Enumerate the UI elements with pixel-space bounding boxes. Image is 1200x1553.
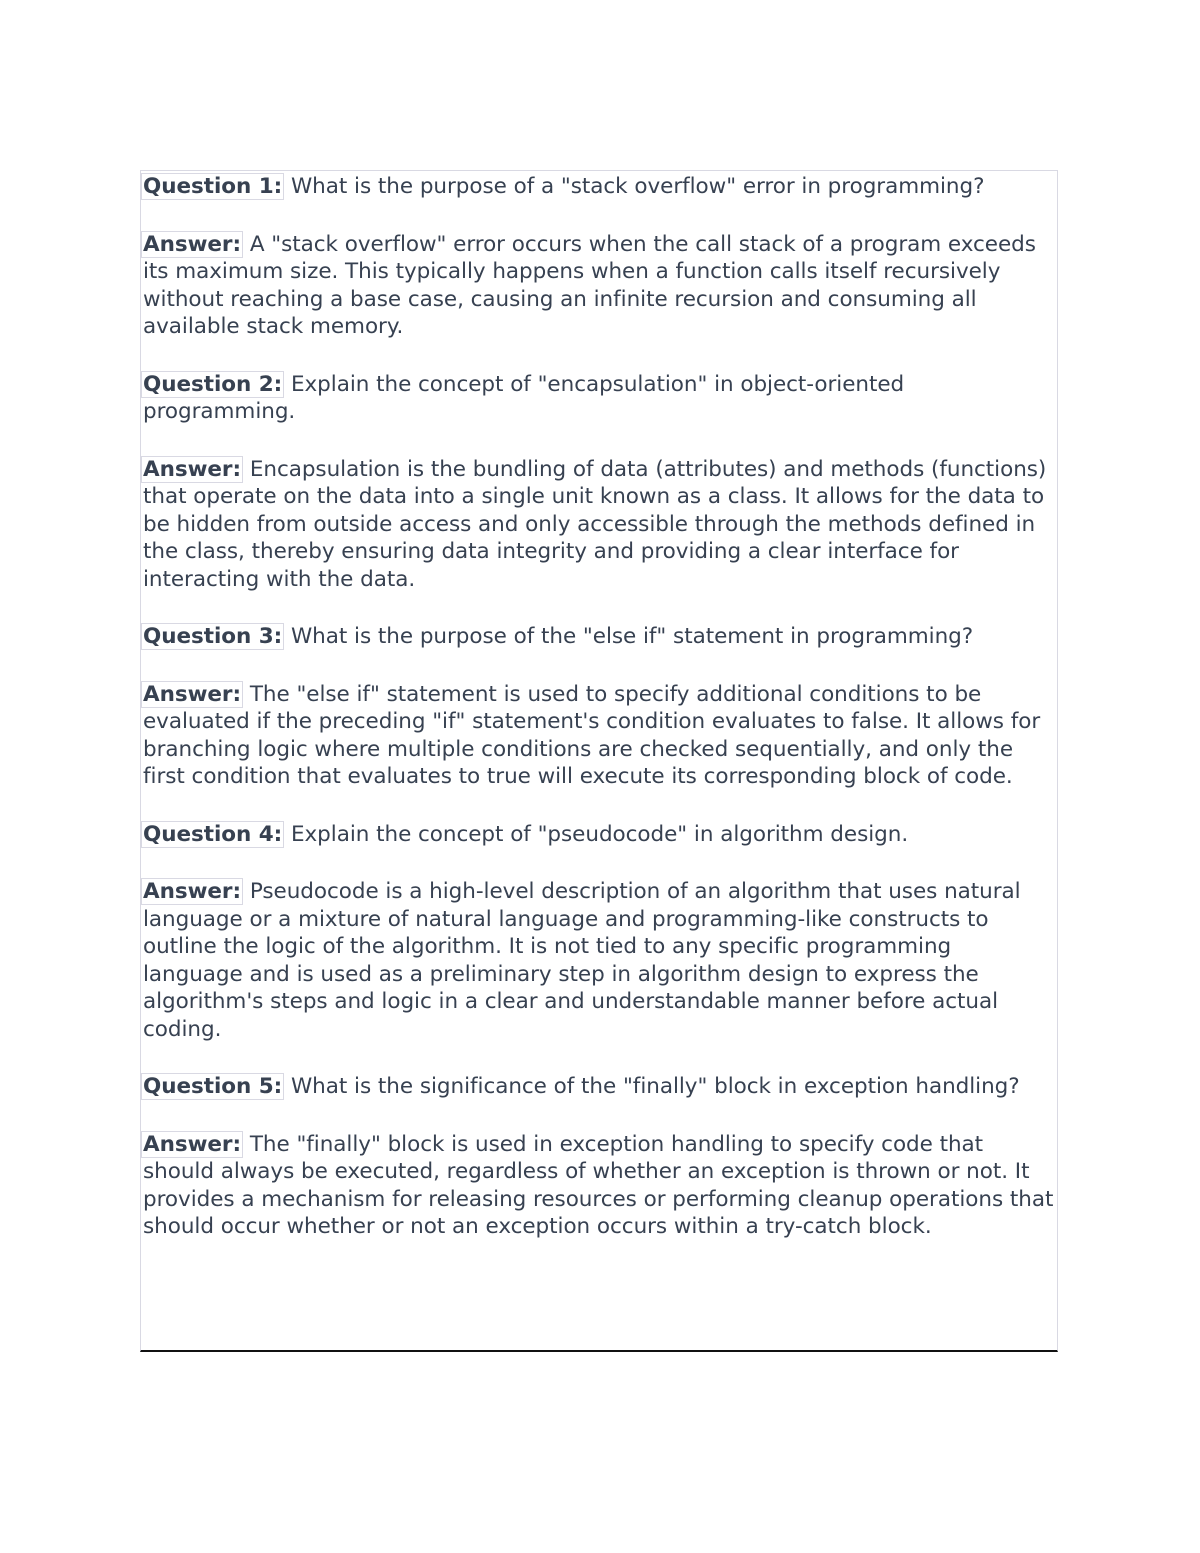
question-3 <box>143 623 1057 651</box>
answer-5 <box>143 1131 1061 1241</box>
qa-document <box>140 170 1061 1352</box>
question-label: Question 3: <box>143 624 283 649</box>
question-1 <box>143 173 1057 201</box>
answer-label: Answer: <box>143 231 242 257</box>
question-text: Explain the concept of "encapsulation" in object-oriented programming. <box>143 371 911 424</box>
answer-text: Encapsulation is the bundling of data (attributes) and methods (functions) that operate on the data into a single unit known as a class. It allows for the data to be hidden from outside access and only accessible through the methods defined in the class, thereby ensuring data integrity and providing a clear interface for interacting with the data. <box>143 456 1054 592</box>
question-5 <box>143 1073 1057 1101</box>
question-label: Question 4: <box>143 821 283 847</box>
question-text: What is the significance of the "finally" block in exception handling? <box>284 1074 1020 1099</box>
question-2 <box>143 371 1057 426</box>
answer-label: Answer: <box>143 1131 242 1157</box>
answer-3 <box>143 681 1057 791</box>
answer-text: A "stack overflow" error occurs when the call stack of a program exceeds its maximum size. This typically happens when a function calls itself recursively without reaching a base case, causing an infinite recursion and consuming all available stack memory. <box>143 231 1043 339</box>
question-text: Explain the concept of "pseudocode" in algorithm design. <box>284 821 909 847</box>
answer-text: The "else if" statement is used to specify additional conditions to be evaluated if the preceding "if" statement's condition evaluates to false. It allows for branching logic where multiple conditions are checked sequentially, and only the first condition that evaluates to true will execute its corresponding block of code. <box>143 681 1047 789</box>
answer-2 <box>143 456 1057 594</box>
answer-text: Pseudocode is a high-level description of an algorithm that uses natural language or a mixture of natural language and programming-like constructs to outline the logic of the algorithm. It is not tied to any specific programming language and is used as a preliminary step in algorithm design to express the algorithm's steps and logic in a clear and understandable manner before actual coding. <box>143 879 1028 1042</box>
question-label: Question 2: <box>143 371 283 397</box>
question-4 <box>143 821 1057 849</box>
question-label: Question 5: <box>143 1074 283 1099</box>
answer-label: Answer: <box>143 879 242 904</box>
question-text: What is the purpose of the "else if" statement in programming? <box>284 624 974 649</box>
answer-label: Answer: <box>143 681 242 707</box>
question-text: What is the purpose of a "stack overflow" error in programming? <box>284 174 985 199</box>
question-label: Question 1: <box>143 174 283 199</box>
answer-label: Answer: <box>143 456 242 482</box>
answer-text: The "finally" block is used in exception handling to specify code that should always be executed, regardless of whether an exception is thrown or not. It provides a mechanism for releasing resources or performing cleanup operations that should occur whether or not an exception occurs within a try-catch block. <box>143 1131 1061 1239</box>
answer-4 <box>143 878 1057 1043</box>
answer-1 <box>143 231 1057 341</box>
